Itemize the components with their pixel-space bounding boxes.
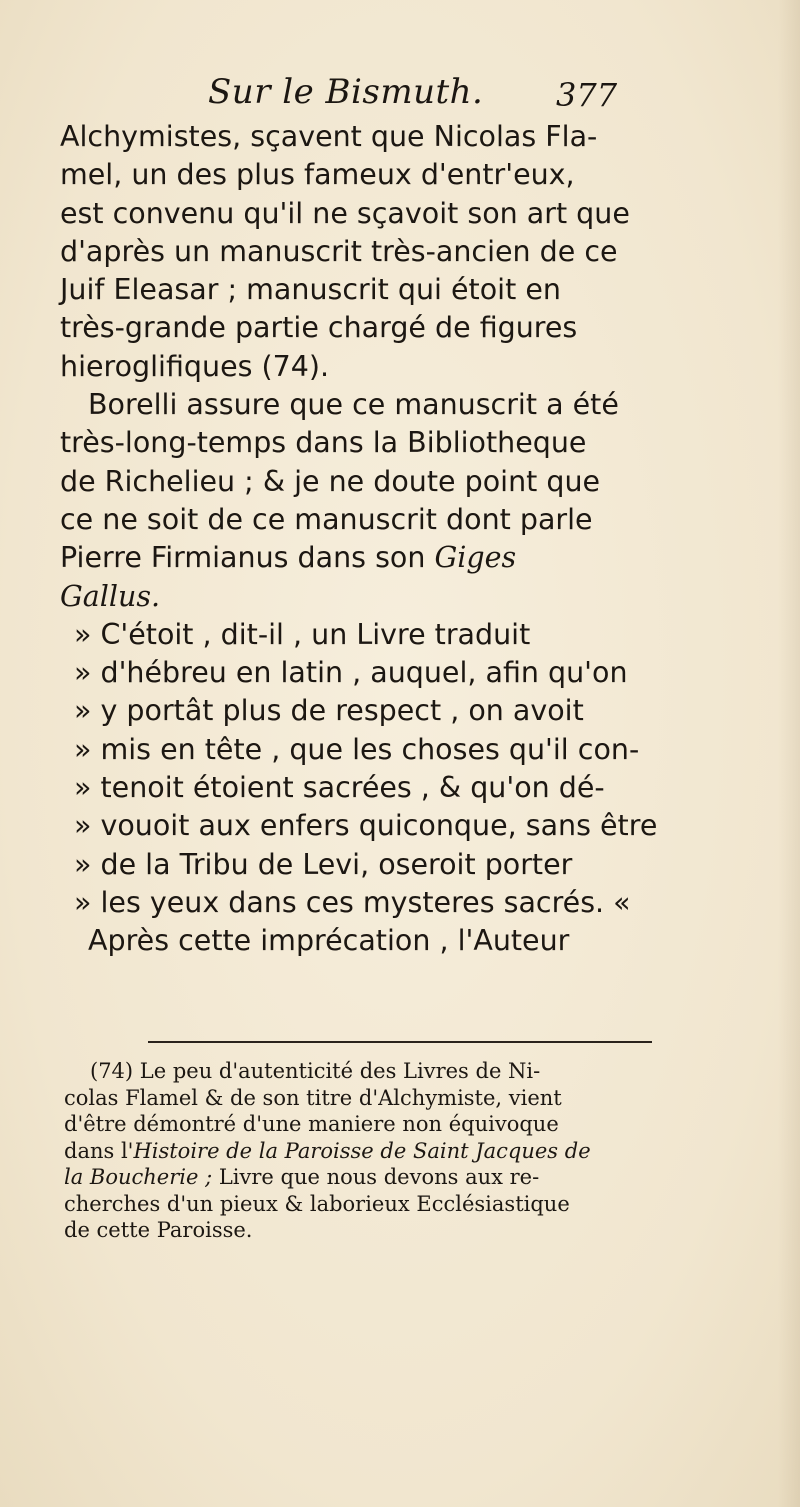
- footnote-line: d'être démontré d'une maniere non équivoque: [64, 1112, 559, 1136]
- footnote-line: [64, 1164, 664, 1191]
- footnote-line: de cette Paroisse.: [64, 1218, 253, 1242]
- text-line: Juif Eleasar ; manuscrit qui étoit en: [60, 273, 561, 307]
- footnote-line: (74) Le peu d'autenticité des Livres de Ni-: [90, 1059, 541, 1083]
- main-text: [60, 118, 660, 961]
- page-number: 377: [556, 76, 618, 114]
- quote-line: » C'étoit , dit-il , un Livre traduit: [74, 617, 531, 651]
- footnote-book-title: la Boucherie ;: [64, 1165, 213, 1189]
- text-line: de Richelieu ; & je ne doute point que: [60, 464, 601, 498]
- text-line: mel, un des plus fameux d'entr'eux,: [60, 158, 575, 192]
- quote-line: » les yeux dans ces mysteres sacrés. «: [74, 885, 631, 919]
- footnote-line: cherches d'un pieux & laborieux Ecclésiastique: [64, 1191, 570, 1216]
- footnote-line: [64, 1138, 664, 1165]
- text-line: [60, 539, 660, 577]
- text-line: hieroglifiques (74).: [60, 349, 330, 383]
- quote-line: » de la Tribu de Levi, oseroit porter: [74, 847, 573, 881]
- footnote-text: dans l': [64, 1138, 134, 1163]
- quote-line: » d'hébreu en latin , auquel, afin qu'on: [74, 656, 628, 690]
- paragraph-start-line: Borelli assure que ce manuscrit a été: [88, 388, 619, 422]
- quote-line: » y portât plus de respect , on avoit: [74, 694, 584, 728]
- quote-line: » mis en tête , que les choses qu'il con-: [74, 732, 640, 766]
- paragraph-start-line: Après cette imprécation , l'Auteur: [88, 924, 570, 958]
- footnote: [64, 1058, 664, 1244]
- text-line: très-grande partie chargé de figures: [60, 311, 578, 345]
- text-line: d'après un manuscrit très-ancien de ce: [60, 234, 618, 268]
- footnote-separator: [148, 1041, 652, 1043]
- text-line: ce ne soit de ce manuscrit dont parle: [60, 502, 593, 536]
- footnote-text: Livre que nous devons aux re-: [212, 1165, 540, 1189]
- footnote-book-title: Histoire de la Paroisse de Saint Jacques de: [133, 1138, 591, 1163]
- text-line: très-long-temps dans la Bibliotheque: [60, 426, 587, 460]
- page-header: [0, 72, 800, 122]
- text-line: Alchymistes, sçavent que Nicolas Fla-: [60, 120, 598, 153]
- footnote-line: colas Flamel & de son titre d'Alchymiste, vient: [64, 1085, 562, 1110]
- text-segment: Pierre Firmianus dans son: [60, 541, 426, 575]
- page-edge-shadow: [778, 0, 800, 1507]
- running-title: Sur le Bismuth.: [208, 72, 484, 112]
- book-title-italic: Giges: [434, 541, 517, 575]
- text-line: est convenu qu'il ne sçavoit son art que: [60, 196, 630, 230]
- quote-line: » tenoit étoient sacrées , & qu'on dé-: [74, 771, 605, 805]
- quote-line: » vouoit aux enfers quiconque, sans être: [74, 809, 658, 843]
- book-title-italic-line: Gallus.: [60, 579, 161, 613]
